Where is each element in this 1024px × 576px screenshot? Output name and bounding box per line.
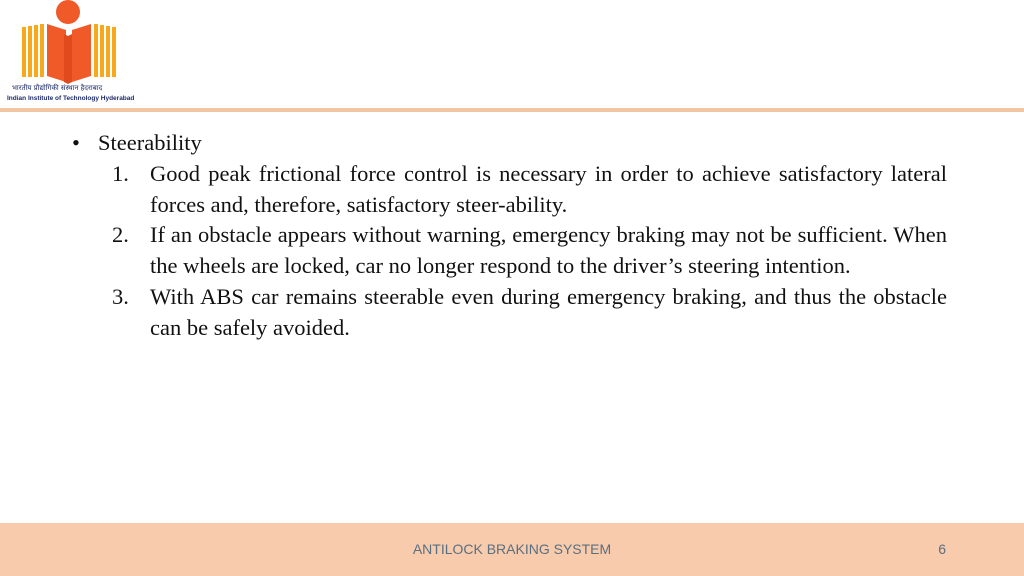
list-item [72,159,947,221]
bullet-heading [72,128,947,159]
logo-english-name: Indian Institute of Technology Hyderabad [7,95,135,102]
slide-body [72,128,947,344]
footer-title: ANTILOCK BRAKING SYSTEM [412,541,612,557]
list-item-text: With ABS car remains steerable even during emergency braking, and thus the obstacle can be safely avoided. [150,283,947,340]
logo-hindi-name: भारतीय प्रौद्योगिकी संस्थान हैदराबाद [12,84,103,92]
list-item-number: 3. [112,283,129,309]
list-item-number: 2. [112,222,129,248]
list-item-text: Good peak frictional force control is necessary in order to achieve satisfactory lateral forces and, therefore, satisfactory steer-ability. [150,160,947,217]
bullet-dot: • [72,130,80,155]
heading-text: Steerability [98,130,202,155]
header-divider [0,108,1024,112]
list-item [72,282,947,344]
page-number: 6 [938,541,946,557]
iith-emblem-icon [4,0,134,84]
slide-footer [0,523,1024,576]
list-item-number: 1. [112,160,129,186]
iith-logo [4,0,134,108]
numbered-list [72,159,947,344]
list-item [72,220,947,282]
list-item-text: If an obstacle appears without warning, emergency braking may not be sufficient. When the wheels are locked, car no longer respond to the driver’s steering intention. [150,222,947,279]
